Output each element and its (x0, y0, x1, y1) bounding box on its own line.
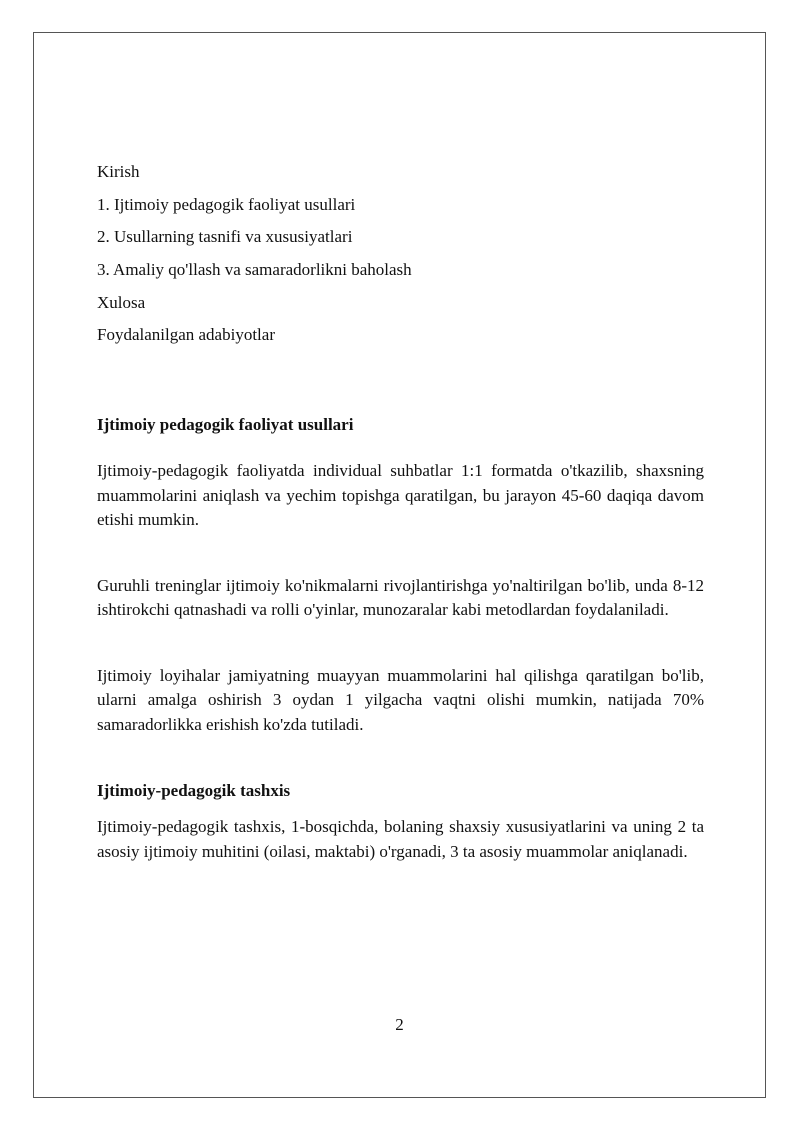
table-of-contents (97, 161, 704, 357)
section-heading-diagnosis: Ijtimoiy-pedagogik tashxis (97, 781, 291, 801)
document-page (33, 32, 766, 1098)
paragraph-group-trainings: Guruhli treninglar ijtimoiy ko'nikmalarni rivojlantirishga yo'naltirilgan bo'lib, unda 8-12 ishtirokchi qatnashadi va rolli o'yinlar, munozaralar kabi metodlardan foydalaniladi. (97, 575, 704, 620)
toc-item-references: Foydalanilgan adabiyotlar (97, 325, 275, 345)
paragraph-diagnosis: Ijtimoiy-pedagogik tashxis, 1-bosqichda, bolaning shaxsiy xususiyatlarini va uning 2 ta asosiy ijtimoiy muhitini (oilasi, maktabi) o'rganadi, 3 ta asosiy muammolar aniqlanadi. (97, 817, 704, 861)
toc-item-2: 2. Usullarning tasnifi va xususiyatlari (97, 227, 353, 247)
paragraph-individual-talks: Ijtimoiy-pedagogik faoliyatda individual suhbatlar 1:1 formatda o'tkazilib, shaxsning muammolarini aniqlash va yechim topishga qaratilgan, bu jarayon 45-60 daqiqa davom etishi mumkin. (97, 461, 704, 530)
section-heading-methods: Ijtimoiy pedagogik faoliyat usullari (97, 415, 354, 435)
toc-item-3: 3. Amaliy qo'llash va samaradorlikni baholash (97, 260, 412, 280)
page-number: 2 (395, 1015, 404, 1034)
toc-item-conclusion: Xulosa (97, 292, 146, 312)
toc-item-intro: Kirish (97, 162, 140, 181)
page-content (97, 161, 704, 864)
toc-item-1: 1. Ijtimoiy pedagogik faoliyat usullari (97, 194, 356, 214)
paragraph-social-projects: Ijtimoiy loyihalar jamiyatning muayyan muammolarini hal qilishga qaratilgan bo'lib, ularni amalga oshirish 3 oydan 1 yilgacha vaqtni olishi mumkin, natijada 70% samaradorlikka erishish ko'zda tutiladi. (97, 665, 704, 734)
